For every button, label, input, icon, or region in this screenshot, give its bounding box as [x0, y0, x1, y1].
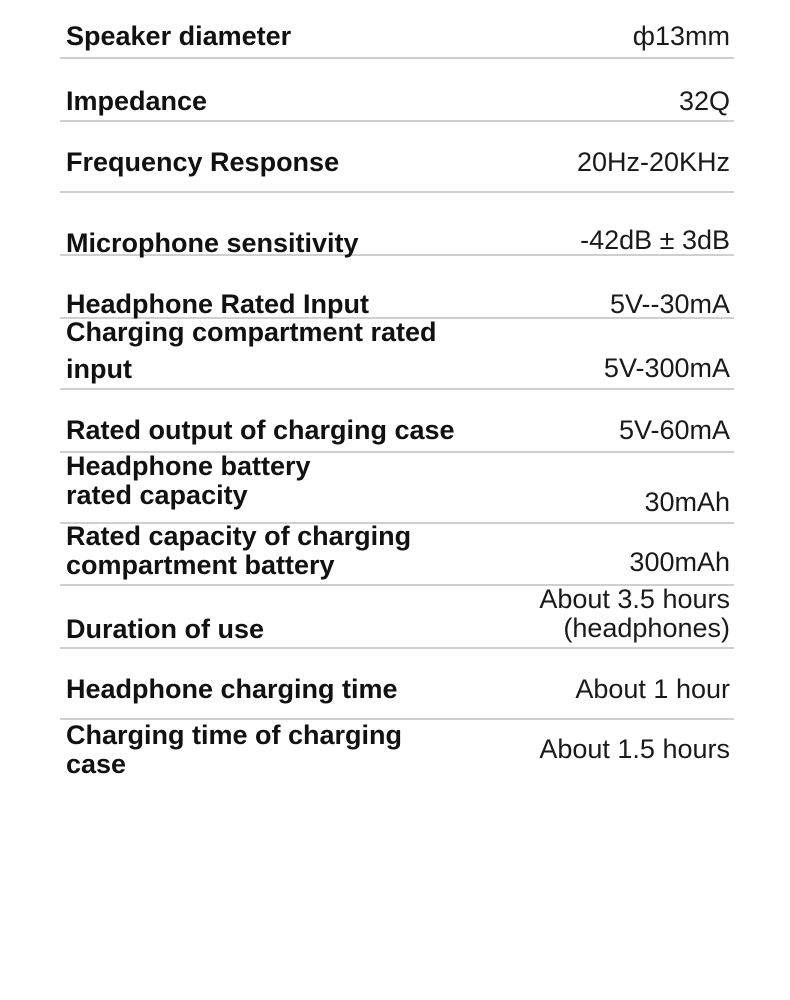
spec-label: Charging compartment rated input — [66, 317, 437, 384]
spec-value: 5V-60mA — [618, 415, 730, 445]
spec-label: Duration of use — [66, 614, 265, 644]
spec-value: About 3.5 hours (headphones) — [539, 584, 730, 643]
spec-value: 5V-300mA — [603, 353, 730, 383]
spec-label: Headphone battery rated capacity — [66, 451, 311, 510]
spec-label: Rated output of charging case — [66, 415, 455, 445]
spec-label: Impedance — [66, 86, 208, 116]
spec-row-rated-output-charging-case — [60, 390, 734, 453]
spec-row-headphone-charging-time — [60, 649, 734, 720]
spec-table — [60, 0, 734, 790]
spec-row-impedance — [60, 59, 734, 122]
spec-value: -42dB ± 3dB — [580, 225, 730, 255]
spec-label: Frequency Response — [66, 147, 340, 177]
spec-value: 20Hz-20KHz — [576, 147, 730, 177]
spec-label: Rated capacity of charging compartment battery — [66, 521, 412, 580]
spec-label: Microphone sensitivity — [66, 228, 359, 258]
spec-value: About 1 hour — [575, 674, 730, 704]
spec-row-speaker-diameter — [60, 0, 734, 59]
spec-row-charging-compartment-rated-input — [60, 319, 734, 390]
spec-value: About 1.5 hours — [539, 734, 730, 764]
spec-value: ф13mm — [632, 21, 730, 51]
spec-value: 30mAh — [644, 487, 730, 517]
spec-label: Speaker diameter — [66, 21, 292, 51]
spec-row-headphone-rated-input — [60, 256, 734, 319]
spec-row-microphone-sensitivity — [60, 193, 734, 256]
spec-row-case-charging-time — [60, 720, 734, 790]
spec-value: 32Q — [678, 86, 730, 116]
spec-value: 300mAh — [629, 547, 730, 577]
spec-row-headphone-battery-capacity — [60, 453, 734, 524]
spec-row-compartment-battery-capacity — [60, 521, 734, 586]
spec-label: Charging time of charging case — [66, 720, 403, 779]
spec-row-frequency-response — [60, 122, 734, 193]
spec-label: Headphone charging time — [66, 674, 398, 704]
spec-label: Headphone Rated Input — [66, 289, 369, 319]
spec-value: 5V--30mA — [609, 289, 730, 319]
spec-row-duration-of-use — [60, 586, 734, 649]
